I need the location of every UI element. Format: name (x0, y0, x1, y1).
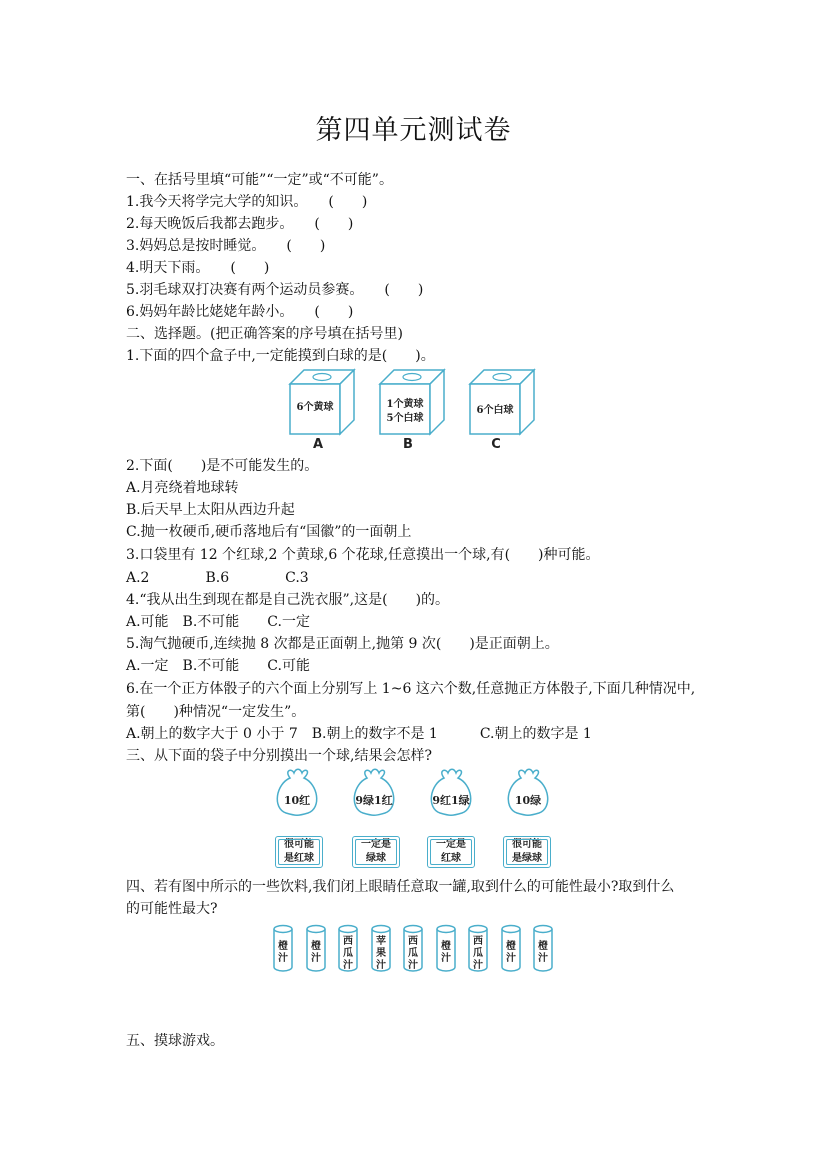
bag-label: 10绿 (514, 794, 542, 807)
box-b-label: B (403, 437, 413, 452)
question-6-line1: 6.在一个正方体骰子的六个面上分别写上 1~6 这六个数,任意抛正方体骰子,下面几种情况中, (126, 681, 696, 697)
section1-item: 1.我今天将学完大学的知识。 ( ) (126, 194, 368, 210)
drink-can-label: 西 瓜 汁 (473, 936, 483, 971)
result-card-line1: 很可能 (512, 839, 542, 850)
result-card-line1: 一定是 (436, 839, 466, 850)
question-2-option: B.后天早上太阳从西边升起 (126, 502, 295, 518)
section4-heading-line2: 的可能性最大? (126, 901, 218, 917)
result-card-line2: 是红球 (284, 853, 314, 864)
drink-can-label: 橙 汁 (506, 941, 516, 964)
box-b-text-1: 1个黄球 (386, 399, 424, 410)
box-a-text: 6个黄球 (296, 402, 334, 413)
result-card-line2: 绿球 (366, 853, 386, 864)
section4-heading-line1: 四、若有图中所示的一些饮料,我们闭上眼睛任意取一罐,取到什么的可能性最小?取到什么 (126, 879, 675, 895)
box-c-label: C (491, 437, 501, 452)
question-6-options: A.朝上的数字大于 0 小于 7 B.朝上的数字不是 1 C.朝上的数字是 1 (126, 726, 592, 742)
question-5-options: A.一定 B.不可能 C.可能 (126, 658, 310, 674)
question-2-option: A.月亮绕着地球转 (126, 480, 239, 496)
drink-can-label: 西 瓜 汁 (408, 936, 418, 971)
question-4-options: A.可能 B.不可能 C.一定 (126, 614, 310, 630)
question-2: 2.下面( )是不可能发生的。 (126, 458, 319, 474)
section2-heading: 二、选择题。(把正确答案的序号填在括号里) (126, 326, 403, 342)
question-3-options: A.2 B.6 C.3 (126, 570, 309, 586)
question-6-line2: 第( )种情况“一定发生”。 (126, 704, 306, 720)
question-4: 4.“我从出生到现在都是自己洗衣服”,这是( )的。 (126, 592, 450, 608)
box-c-figure (468, 368, 538, 438)
result-card-line2: 红球 (441, 853, 461, 864)
box-a-label: A (312, 437, 324, 452)
result-card (352, 836, 400, 868)
drink-can-label: 西 瓜 汁 (343, 936, 353, 971)
question-3: 3.口袋里有 12 个红球,2 个黄球,6 个花球,任意摸出一个球,有( )种可能。 (126, 547, 600, 563)
bag-label: 9红1绿 (432, 794, 470, 807)
result-card-line1: 一定是 (361, 839, 391, 850)
result-card (275, 836, 323, 868)
result-card-line1: 很可能 (284, 839, 314, 850)
drink-can-label: 橙 汁 (441, 941, 451, 964)
drink-can-label: 苹 果 汁 (376, 936, 386, 971)
drink-can-label: 橙 汁 (311, 941, 321, 964)
box-c-text: 6个白球 (476, 405, 514, 416)
section1-item: 5.羽毛球双打决赛有两个运动员参赛。 ( ) (126, 282, 424, 298)
section1-item: 6.妈妈年龄比姥姥年龄小。 ( ) (126, 304, 354, 320)
bag-label: 10红 (283, 794, 311, 807)
question-1: 1.下面的四个盒子中,一定能摸到白球的是( )。 (126, 348, 435, 364)
result-card (503, 836, 551, 868)
drink-can-label: 橙 汁 (278, 941, 288, 964)
question-2-option: C.抛一枚硬币,硬币落地后有“国徽”的一面朝上 (126, 524, 412, 540)
box-b-text-2: 5个白球 (386, 413, 424, 424)
question-5: 5.淘气抛硬币,连续抛 8 次都是正面朝上,抛第 9 次( )是正面朝上。 (126, 636, 559, 652)
section5-heading: 五、摸球游戏。 (126, 1033, 224, 1049)
drink-can-label: 橙 汁 (538, 941, 548, 964)
section1-item: 3.妈妈总是按时睡觉。 ( ) (126, 238, 326, 254)
page-title: 第四单元测试卷 (315, 115, 512, 146)
section1-item: 2.每天晚饭后我都去跑步。 ( ) (126, 216, 354, 232)
result-card (427, 836, 475, 868)
section3-heading: 三、从下面的袋子中分别摸出一个球,结果会怎样? (126, 748, 432, 764)
result-card-line2: 是绿球 (512, 853, 542, 864)
section1-item: 4.明天下雨。 ( ) (126, 260, 270, 276)
section1-heading: 一、在括号里填“可能”“一定”或“不可能”。 (126, 172, 393, 188)
bag-label: 9绿1红 (355, 794, 393, 807)
